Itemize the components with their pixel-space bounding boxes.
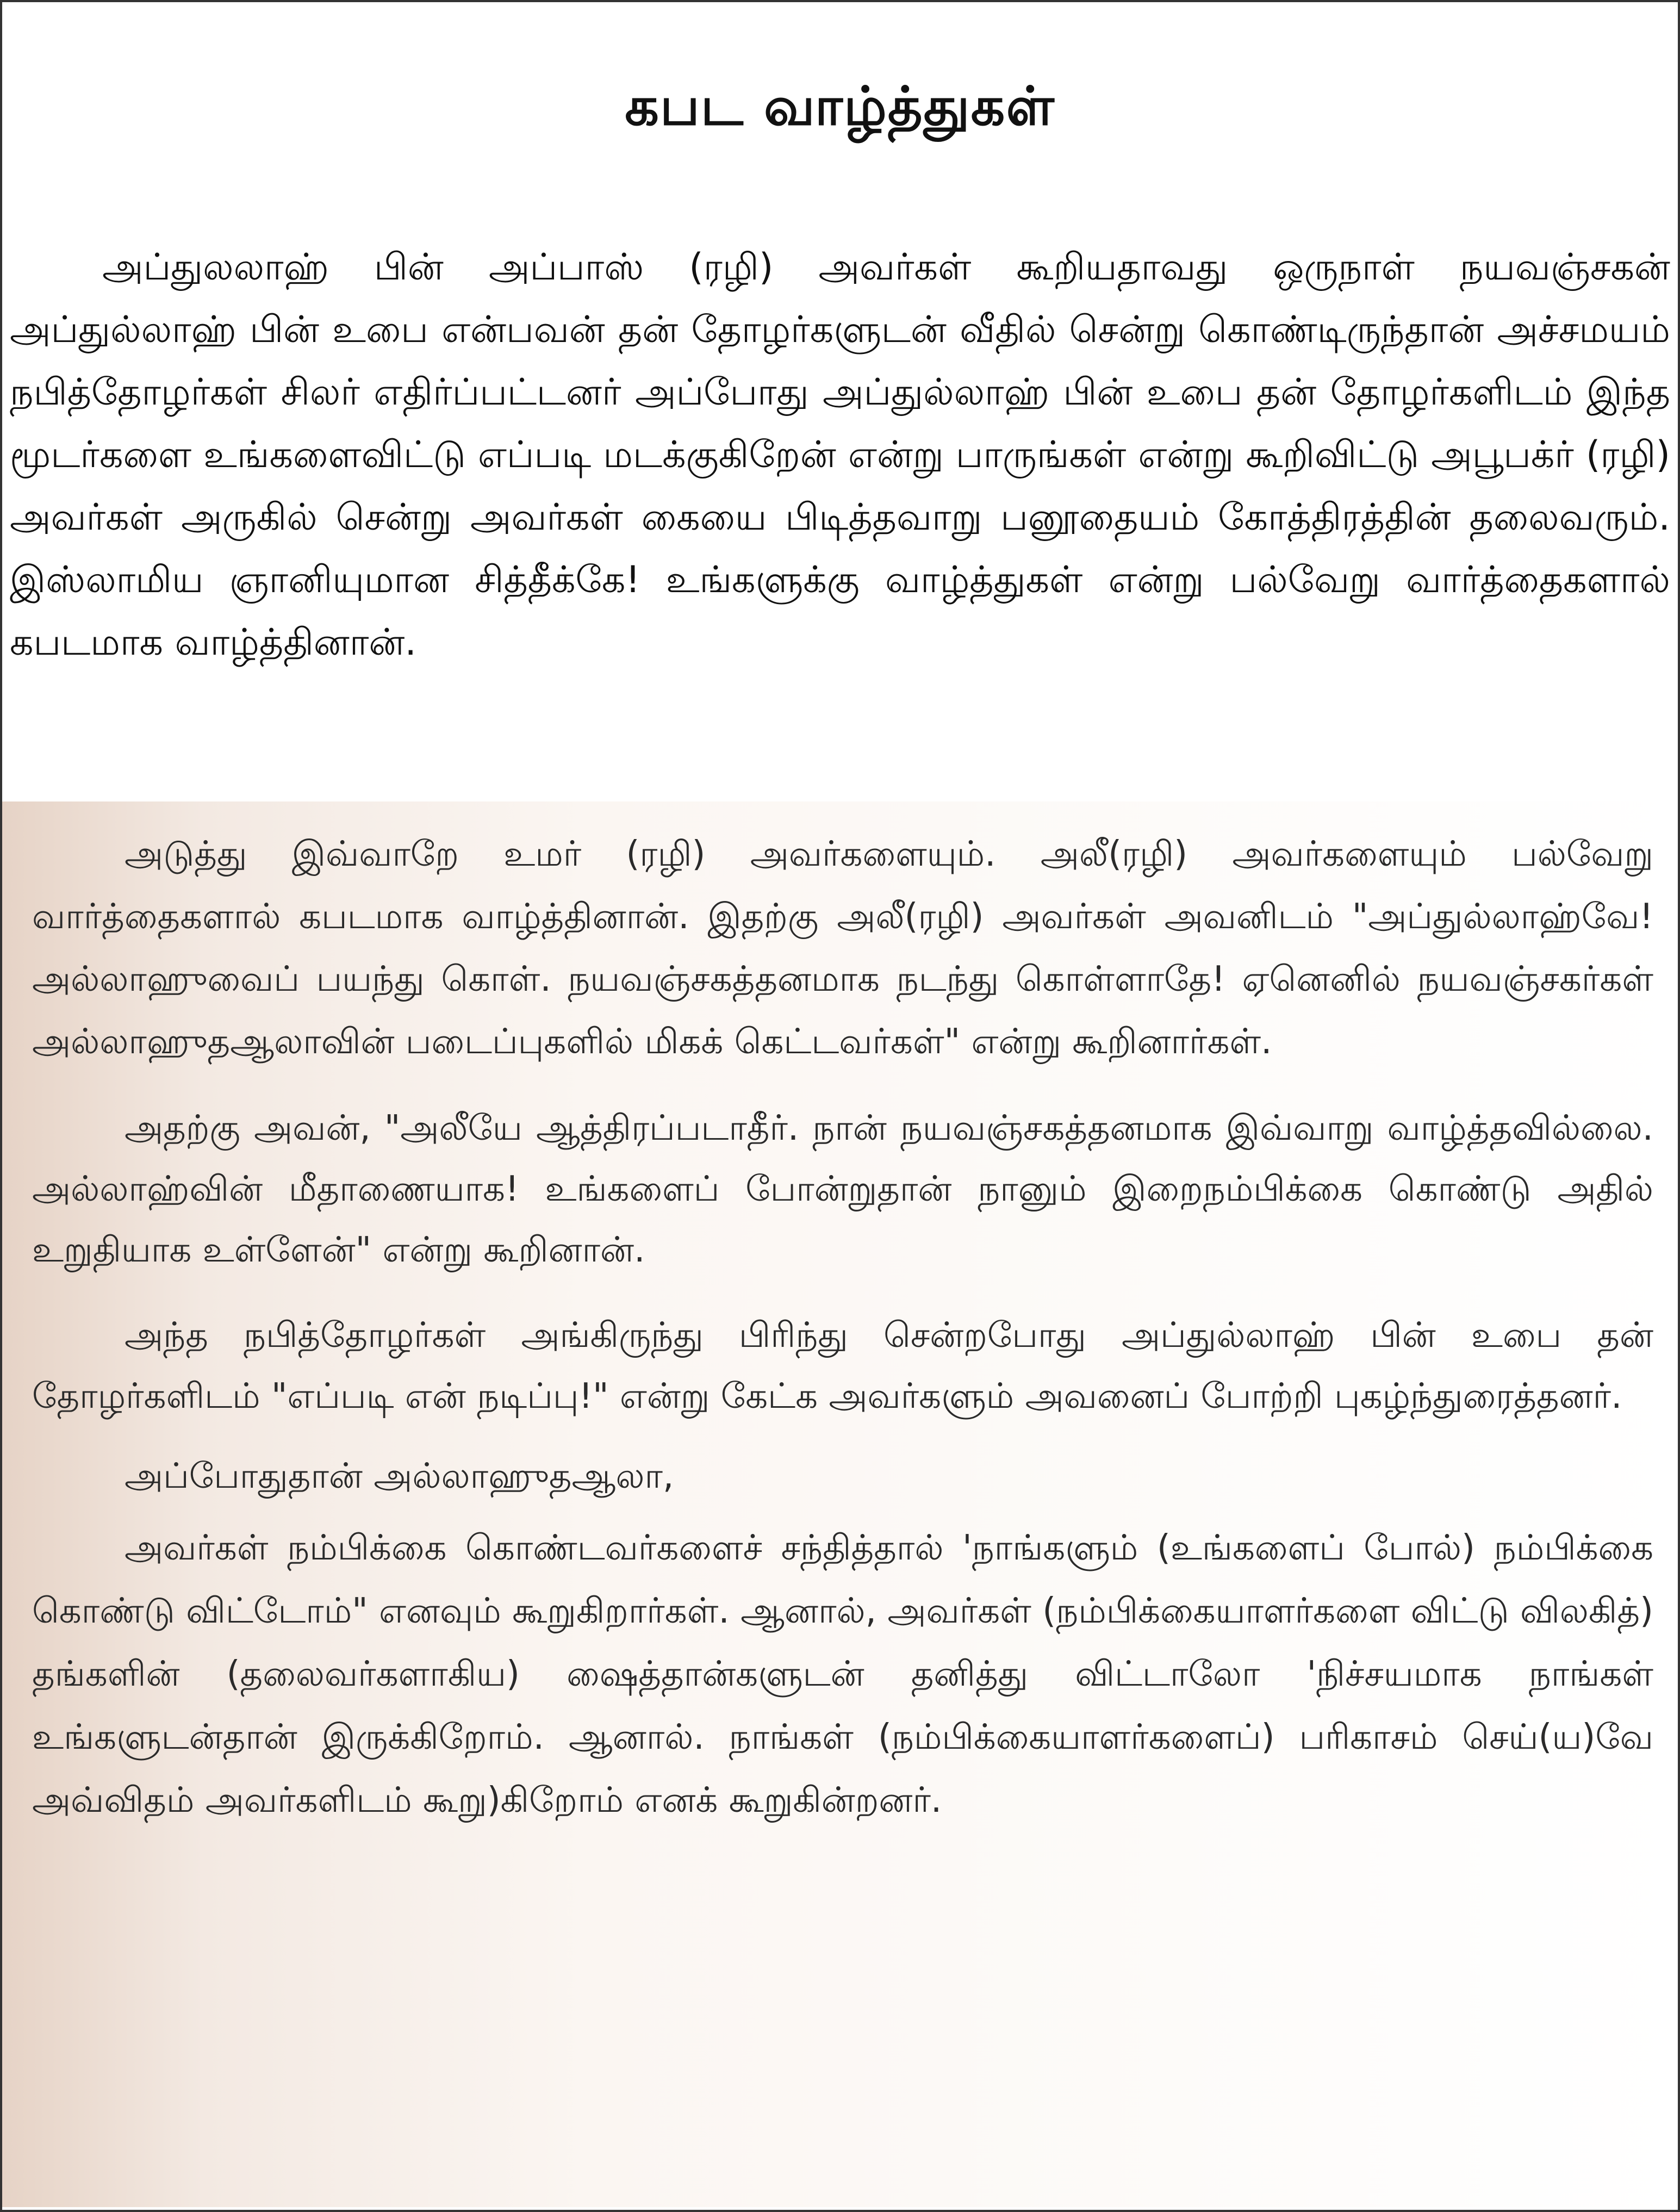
quran-verse-paragraph: அவர்கள் நம்பிக்கை கொண்டவர்களைச் சந்தித்தால் 'நாங்களும் (உங்களைப் போல்) நம்பிக்கை கொண்டு விட்டோம்" எனவும் கூறுகிறார்கள். ஆனால், அவர்கள் (நம்பிக்கையாளர்களை விட்டு விலகித்) தங்களின் (தலைவர்களாகிய) ஷைத்தான்களுடன் தனித்து விட்டாலோ 'நிச்சயமாக நாங்கள் உங்களுடன்தான் இருக்கிறோம். ஆனால். நாங்கள் (நம்பிக்கையாளர்களைப்) பரிகாசம் செய்(ய)வே அவ்விதம் அவர்களிடம் கூறு)கிறோம் எனக் கூறுகின்றனர்.	[32, 1528, 1653, 1820]
top-text-section	[2, 236, 1678, 674]
paragraph-4: அந்த நபித்தோழர்கள் அங்கிருந்து பிரிந்து சென்றபோது அப்துல்லாஹ் பின் உபை தன் தோழர்களிடம் "எப்படி என் நடிப்பு!" என்று கேட்க அவர்களும் அவனைப் போற்றி புகழ்ந்துரைத்தனர்.	[32, 1315, 1653, 1416]
scanned-text-section	[2, 801, 1678, 2207]
paragraph-3: அதற்கு அவன், "அலீயே ஆத்திரப்படாதீர். நான் நயவஞ்சகத்தனமாக இவ்வாறு வாழ்த்தவில்லை. அல்லாஹ்வின் மீதாணையாக! உங்களைப் போன்றுதான் நானும் இறைநம்பிக்கை கொண்டு அதில் உறுதியாக உள்ளேன்" என்று கூறினான்.	[32, 1108, 1653, 1270]
paragraph-2: அடுத்து இவ்வாறே உமர் (ரழி) அவர்களையும். அலீ(ரழி) அவர்களையும் பல்வேறு வார்த்தைகளால் கபடமாக வாழ்த்தினான். இதற்கு அலீ(ரழி) அவர்கள் அவனிடம் "அப்துல்லாஹ்வே! அல்லாஹுவைப் பயந்து கொள். நயவஞ்சகத்தனமாக நடந்து கொள்ளாதே! ஏனெனில் நயவஞ்சகர்கள் அல்லாஹுதஆலாவின் படைப்புகளில் மிகக் கெட்டவர்கள்" என்று கூறினார்கள்.	[32, 834, 1654, 1062]
paragraph-5: அப்போதுதான் அல்லாஹுதஆலா,	[125, 1456, 674, 1496]
paragraph-1: அப்துலலாஹ் பின் அப்பாஸ் (ரழி) அவர்கள் கூறியதாவது ஒருநாள் நயவஞ்சகன் அப்துல்லாஹ் பின் உபை என்பவன் தன் தோழர்களுடன் வீதில் சென்று கொண்டிருந்தான் அச்சமயம் நபித்தோழர்கள் சிலர் எதிர்ப்பட்டனர் அப்போது அப்துல்லாஹ் பின் உபை தன் தோழர்களிடம் இந்த மூடர்களை உங்களைவிட்டு எப்படி மடக்குகிறேன் என்று பாருங்கள் என்று கூறிவிட்டு அபூபக்ர் (ரழி) அவர்கள் அருகில் சென்று அவர்கள் கையை பிடித்தவாறு பனூதையம் கோத்திரத்தின் தலைவரும். இஸ்லாமிய ஞானியுமான சித்தீக்கே! உங்களுக்கு வாழ்த்துகள் என்று பல்வேறு வார்த்தைகளால் கபடமாக வாழ்த்தினான்.	[10, 246, 1670, 664]
page-title: கபட வாழ்த்துகள்	[625, 76, 1055, 138]
